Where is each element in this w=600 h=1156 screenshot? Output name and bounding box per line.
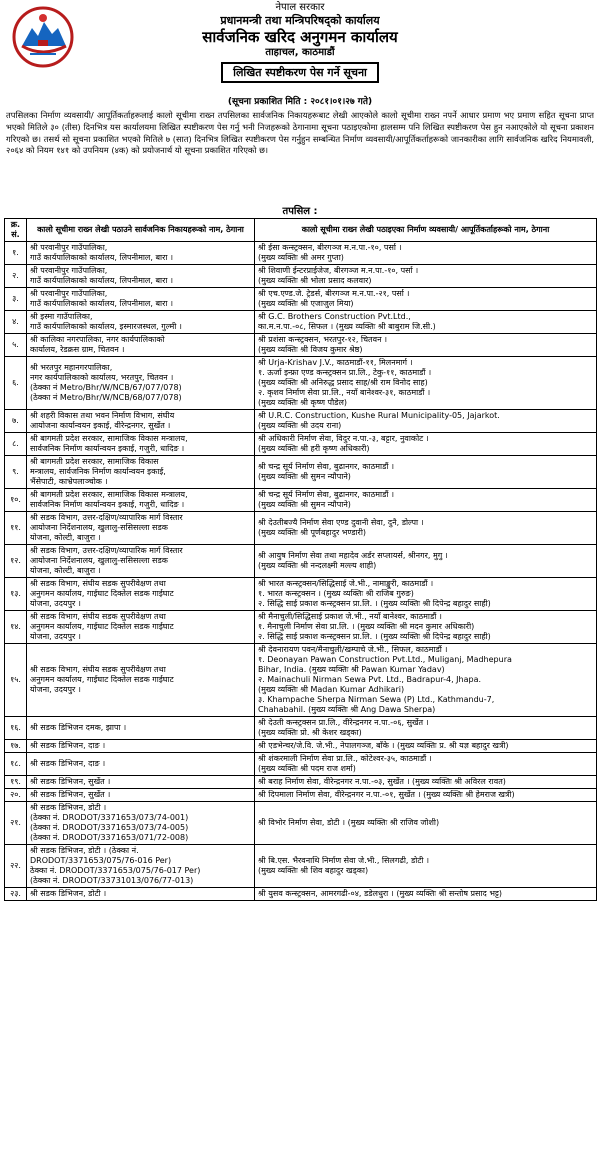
table-row bbox=[5, 740, 597, 753]
row-serial: १३. bbox=[5, 578, 27, 611]
row-entity bbox=[27, 717, 255, 740]
entity-line: गाउँ कार्यपालिकाको कार्यालय, इस्मारजस्थल, गुल्मी । bbox=[30, 322, 182, 331]
row-entity bbox=[27, 753, 255, 776]
table-row bbox=[5, 489, 597, 512]
row-contractor bbox=[255, 242, 597, 265]
entity-line: श्री सडक विभाग, उत्तर-दक्षिण/व्यापारिक मार्ग विस्तार bbox=[30, 513, 183, 522]
row-serial: ९. bbox=[5, 456, 27, 489]
table-row bbox=[5, 644, 597, 717]
row-entity bbox=[27, 845, 255, 888]
row-serial: ४. bbox=[5, 311, 27, 334]
contractor-line: श्री चन्द्र सूर्य निर्माण सेवा, बुढानगर, काठमाडौं । bbox=[258, 490, 395, 499]
row-contractor bbox=[255, 845, 597, 888]
contractor-line: (मुख्य व्यक्तिः श्री नन्दलक्ष्मी मल्ल्य शाही) bbox=[258, 561, 377, 570]
row-serial: १२. bbox=[5, 545, 27, 578]
entity-line: श्री परवानीपुर गाउँपालिका, bbox=[30, 266, 108, 275]
row-serial: ७. bbox=[5, 410, 27, 433]
row-contractor bbox=[255, 334, 597, 357]
table-row bbox=[5, 611, 597, 644]
entity-line: भैंसेपाटी, काभ्रेपलाञ्चोक । bbox=[30, 477, 108, 486]
publication-date: (सूचना प्रकाशित मिति : २०८१।०१।२७ गते) bbox=[227, 97, 373, 107]
entity-line: DRODOT/3371653/075/76-016 Per) bbox=[30, 856, 172, 865]
contractor-line: श्री प्रशंसा कन्स्ट्रक्सन, भरतपुर-१२, चितवन । bbox=[258, 335, 388, 344]
row-entity bbox=[27, 489, 255, 512]
entity-line: योजना, उदयपुर । bbox=[30, 632, 81, 641]
contractor-line: Chahabahil. (मुख्य व्यक्तिः श्री Ang Dawa Sherpa) bbox=[258, 705, 436, 714]
table-row bbox=[5, 242, 597, 265]
row-contractor bbox=[255, 512, 597, 545]
entity-line: श्री बागमती प्रदेश सरकार, सामाजिक विकास मन्त्रालय, bbox=[30, 490, 188, 499]
contractor-line: १. Deonayan Pawan Construction Pvt.Ltd., Muliganj, Madhepura bbox=[258, 655, 512, 664]
entity-line: श्री सडक विभाग, उत्तर-दक्षिण/व्यापारिक मार्ग विस्तार bbox=[30, 546, 183, 555]
row-contractor bbox=[255, 644, 597, 717]
entity-line: श्री सडक डिभिजन दमक, झापा । bbox=[30, 723, 127, 732]
entity-line: श्री सडक डिभिजन, सुर्खेत । bbox=[30, 777, 111, 786]
entity-line: श्री भरतपुर महानगरपालिका, bbox=[30, 363, 113, 372]
entity-line: अनुगमन कार्यालय, गाईघाट दिक्तेल सडक गाईघाट bbox=[30, 622, 174, 631]
row-contractor bbox=[255, 545, 597, 578]
row-contractor bbox=[255, 753, 597, 776]
row-serial: ३. bbox=[5, 288, 27, 311]
contractor-line: (मुख्य व्यक्तिः श्री अमर गुप्ता) bbox=[258, 253, 344, 262]
contractor-line: (मुख्य व्यक्तिः श्री Madan Kumar Adhikari) bbox=[258, 685, 405, 694]
row-entity bbox=[27, 410, 255, 433]
contractor-line: श्री शिवाणी ईन्टरप्राईजेज, बीरगञ्ज म.न.पा.-१०, पर्सा । bbox=[258, 266, 419, 275]
table-row bbox=[5, 311, 597, 334]
row-entity bbox=[27, 611, 255, 644]
table-row bbox=[5, 265, 597, 288]
entity-line: श्री सडक डिभिजन, दाङ । bbox=[30, 759, 106, 768]
row-serial: २३. bbox=[5, 888, 27, 901]
contractor-line: श्री बराह निर्माण सेवा, वीरेन्द्रनगर न.पा.-०३, सुर्खेत । (मुख्य व्यक्तिः श्री अविरल रावत) bbox=[258, 777, 506, 786]
entity-line: (ठेक्का नं. DRODOT/33731013/076/77-013) bbox=[30, 876, 194, 885]
table-row bbox=[5, 888, 597, 901]
row-serial: १०. bbox=[5, 489, 27, 512]
table-row bbox=[5, 717, 597, 740]
contractor-line: (मुख्य व्यक्तिः श्री सुमन न्यौपाने) bbox=[258, 472, 351, 481]
entity-line: श्री कालिका नगरपालिका, नगर कार्यपालिकाको bbox=[30, 335, 165, 344]
row-entity bbox=[27, 776, 255, 789]
row-contractor bbox=[255, 265, 597, 288]
entity-line: श्री सडक विभाग, संघीय सडक सुपरीवेक्षण तथा bbox=[30, 579, 166, 588]
table-row bbox=[5, 776, 597, 789]
row-entity bbox=[27, 357, 255, 410]
entity-line: योजना, उदयपुर । bbox=[30, 599, 81, 608]
contractor-line: श्री अधिकारी निर्माण सेवा, विदुर न.पा.-३, बट्टार, नुवाकोट । bbox=[258, 434, 429, 443]
contractor-line: (मुख्य व्यक्तिः श्री हरी कृष्ण अधिकारी) bbox=[258, 444, 370, 453]
row-serial: २. bbox=[5, 265, 27, 288]
contractor-line: २. सिद्धि साई प्रकाश कन्स्ट्रक्सन प्रा.लि. । (मुख्य व्यक्तिः श्री दिपेन्द्र बहादुर साही) bbox=[258, 599, 491, 608]
entity-line: योजना, उदयपुर । bbox=[30, 685, 81, 694]
blacklist-table bbox=[4, 218, 597, 901]
row-serial: २०. bbox=[5, 789, 27, 802]
contractor-line: श्री Urja-Krishav J.V., काठमाडौं-११, मिलनमार्ग । bbox=[258, 358, 413, 367]
row-entity bbox=[27, 242, 255, 265]
row-contractor bbox=[255, 433, 597, 456]
header-contractor: कालो सूचीमा राख्न लेखी पठाइएका निर्माण व्यवसायी/ आपूर्तिकर्ताहरूको नाम, ठेगाना bbox=[255, 219, 597, 242]
entity-line: श्री शहरी विकास तथा भवन निर्माण विभाग, संघीय bbox=[30, 411, 175, 420]
entity-line: (ठेक्का नं Metro/Bhr/W/NCB/68/077/078) bbox=[30, 393, 182, 402]
row-entity bbox=[27, 265, 255, 288]
row-entity bbox=[27, 456, 255, 489]
table-row bbox=[5, 545, 597, 578]
contractor-line: २. कृशव निर्माण सेवा प्रा.लि., नयाँ बानेश्वर-३१, काठमाडौं । bbox=[258, 388, 431, 397]
contractor-line: श्री बि.एस. भैरवनाथि निर्माण सेवा जे.भी., सिलगढी, डोटी । bbox=[258, 856, 430, 865]
entity-line: अनुगमन कार्यालय, गाईघाट दिक्तेल सडक गाईघाट bbox=[30, 675, 174, 684]
table-row bbox=[5, 288, 597, 311]
row-serial: १९. bbox=[5, 776, 27, 789]
table-row bbox=[5, 578, 597, 611]
header-serial: क्र. सं. bbox=[5, 219, 27, 242]
notice-title: लिखित स्पष्टीकरण पेस गर्ने सूचना bbox=[221, 62, 379, 83]
contractor-line: श्री चन्द्र सूर्य निर्माण सेवा, बुढानगर, काठमाडौं । bbox=[258, 462, 395, 471]
row-contractor bbox=[255, 740, 597, 753]
entity-line: श्री परवानीपुर गाउँपालिका, bbox=[30, 243, 108, 252]
row-contractor bbox=[255, 311, 597, 334]
row-serial: १. bbox=[5, 242, 27, 265]
row-serial: १४. bbox=[5, 611, 27, 644]
table-row bbox=[5, 789, 597, 802]
contractor-line: १. ऊर्जा इन्फ्रा एण्ड कन्स्ट्रक्सन प्रा.लि., टेकु-११, काठमाडौं । bbox=[258, 368, 432, 377]
row-serial: ६. bbox=[5, 357, 27, 410]
contractor-line: श्री देउतीबज्यै निर्माण सेवा एण्ड दुवानी सेवा, दुनै, डोल्पा । bbox=[258, 518, 424, 527]
entity-line: नगर कार्यपालिकाको कार्यालय, भरतपुर, चितवन । bbox=[30, 373, 174, 382]
table-row bbox=[5, 410, 597, 433]
schedule-label: तपसिल : bbox=[282, 206, 318, 217]
contractor-line: (मुख्य व्यक्तिः श्री शिव बहादुर खड्का) bbox=[258, 866, 369, 875]
entity-line: आयोजना निर्देशनालय, खुलालु-ससिसल्ला सडक bbox=[30, 523, 168, 532]
row-entity bbox=[27, 512, 255, 545]
row-contractor bbox=[255, 802, 597, 845]
contractor-line: श्री U.R.C. Construction, Kushe Rural Municipality-05, Jajarkot. bbox=[258, 411, 500, 420]
entity-line: गाउँ कार्यपालिकाको कार्यालय, लिपनीमाल, बारा । bbox=[30, 276, 173, 285]
contractor-line: श्री विभोर निर्माण सेवा, डोटी । (मुख्य व्यक्तिः श्री राजिव जोशी) bbox=[258, 818, 440, 827]
entity-line: श्री परवानीपुर गाउँपालिका, bbox=[30, 289, 108, 298]
notice-header bbox=[4, 2, 596, 94]
page-title: सार्वजनिक खरिद अनुगमन कार्यालय bbox=[202, 28, 398, 46]
row-entity bbox=[27, 433, 255, 456]
entity-line: श्री सडक विभाग, संघीय सडक सुपरीवेक्षण तथा bbox=[30, 665, 166, 674]
contractor-line: २. Mainachuli Nirman Sewa Pvt. Ltd., Badrapur-4, Jhapa. bbox=[258, 675, 482, 684]
entity-line: मन्त्रालय, सार्वजनिक निर्माण कार्यान्वयन इकाई, bbox=[30, 467, 166, 476]
entity-line: श्री सडक डिभिजन, दाङ । bbox=[30, 741, 106, 750]
table-header-row bbox=[5, 219, 597, 242]
header-entity: कालो सूचीमा राख्न लेखी पठाउने सार्वजनिक निकायहरूको नाम, ठेगाना bbox=[27, 219, 255, 242]
entity-line: योजना, कोल्टी, बाजुरा । bbox=[30, 533, 101, 542]
row-serial: २२. bbox=[5, 845, 27, 888]
contractor-line: (मुख्य व्यक्तिः श्री एजाजुल मिया) bbox=[258, 299, 354, 308]
row-entity bbox=[27, 311, 255, 334]
contractor-line: श्री युसव कन्स्ट्रक्सन, आमरगढी-०४, डडेलधुरा । (मुख्य व्यक्तिः श्री सन्तोष प्रसाद भट्ट) bbox=[258, 889, 502, 898]
row-serial: १७. bbox=[5, 740, 27, 753]
contractor-line: श्री एडभेन्चर/जे.वि. जे.भी., नेपालगञ्ज, बाँके । (मुख्य व्यक्तिः प्र. श्री यज्ञ बहादुर खत्री) bbox=[258, 741, 509, 750]
table-row bbox=[5, 357, 597, 410]
table-row bbox=[5, 334, 597, 357]
contractor-line: श्री दिपमाला निर्माण सेवा, वीरेन्द्रनगर न.पा.-०१, सुर्खेत । (मुख्य व्यक्तिः श्री हेमराज खत्री) bbox=[258, 790, 515, 799]
row-serial: १६. bbox=[5, 717, 27, 740]
row-entity bbox=[27, 802, 255, 845]
contractor-line: श्री मैनाचुली/सिद्धिसाई प्रकाश जे.भी., नयाँ बानेश्वर, काठमाडौं । bbox=[258, 612, 442, 621]
entity-line: (ठेक्का नं Metro/Bhr/W/NCB/67/077/078) bbox=[30, 383, 182, 392]
row-entity bbox=[27, 644, 255, 717]
row-serial: ११. bbox=[5, 512, 27, 545]
row-contractor bbox=[255, 611, 597, 644]
row-contractor bbox=[255, 456, 597, 489]
entity-line: सार्वजनिक निर्माण कार्यान्वयन इकाई, गजुरी, धादिङ । bbox=[30, 500, 185, 509]
contractor-line: (मुख्य व्यक्तिः श्री कृष्ण पौडेल) bbox=[258, 398, 347, 407]
table-row bbox=[5, 433, 597, 456]
row-contractor bbox=[255, 357, 597, 410]
row-entity bbox=[27, 789, 255, 802]
entity-line: (ठेक्का नं. DRODOT/3371653/071/72-008) bbox=[30, 833, 189, 842]
contractor-line: श्री एच.एण्ड.जे. ट्रेडर्स, बीरगञ्ज म.न.पा.-२१, पर्सा । bbox=[258, 289, 410, 298]
contractor-line: श्री आयुष निर्माण सेवा तथा महादेव अर्डर सप्लायर्स, श्रीनगर, मुगु । bbox=[258, 551, 448, 560]
table-row bbox=[5, 456, 597, 489]
entity-line: श्री सडक डिभिजन, डोटी । (ठेक्का नं. bbox=[30, 846, 139, 855]
row-contractor bbox=[255, 578, 597, 611]
row-entity bbox=[27, 288, 255, 311]
entity-line: आयोजना कार्यान्वयन इकाई, वीरेन्द्रनगर, सुर्खेत । bbox=[30, 421, 171, 430]
row-serial: ५. bbox=[5, 334, 27, 357]
contractor-line: (मुख्य व्यक्तिः श्री सुमन न्यौपाने) bbox=[258, 500, 351, 509]
entity-line: गाउँ कार्यपालिकाको कार्यालय, लिपनीमाल, बारा । bbox=[30, 253, 173, 262]
table-row bbox=[5, 802, 597, 845]
row-contractor bbox=[255, 888, 597, 901]
contractor-line: श्री शंकरमाली निर्माण सेवा प्रा.लि., कोटेश्वर-३५, काठमाडौं । bbox=[258, 754, 432, 763]
contractor-line: श्री देवनारायण पवन/मैनाचुली/खम्पाचे जे.भी., सिफल, काठमाडौं । bbox=[258, 645, 448, 654]
row-contractor bbox=[255, 717, 597, 740]
row-entity bbox=[27, 888, 255, 901]
gov-name: नेपाल सरकार bbox=[275, 2, 325, 13]
contractor-line: Bihar, India. (मुख्य व्यक्तिः श्री Pawan Kumar Yadav) bbox=[258, 665, 445, 674]
contractor-line: १. भारत कन्स्ट्रक्सन । (मुख्य व्यक्तिः श्री राजिब गुरुङ) bbox=[258, 589, 414, 598]
nepal-emblem-icon bbox=[8, 6, 78, 68]
row-entity bbox=[27, 334, 255, 357]
row-contractor bbox=[255, 489, 597, 512]
entity-line: श्री बागमती प्रदेश सरकार, सामाजिक विकास bbox=[30, 457, 159, 466]
contractor-line: ३. Khampache Sherpa Nirman Sewa (P) Ltd., Kathmandu-7, bbox=[258, 695, 495, 704]
row-serial: २१. bbox=[5, 802, 27, 845]
entity-line: सार्वजनिक निर्माण कार्यान्वयन इकाई, गजुरी, धादिङ । bbox=[30, 444, 185, 453]
intro-paragraph: तपसिलका निर्माण व्यवसायी/ आपूर्तिकर्ताहरूलाई कालो सूचीमा राख्न तपसिलका सार्वजनिक निकायहरूबाट लेखी आएकोले कालो सूचीमा राख्न नपर्ने आधार प्रमाण भए प्रमाण सहित सूचना प्राप्त भएको मितिले ३० (तीस) दिनभित्र यस कार्यालयमा लिखित स्पष्टीकरण पेस गर्नु भनी निजहरूको ठेगानामा सूचना पठाइएकोमा हालसम्म पनि लिखित स्पष्टीकरण पेस हुन नआएकोले यो सूचना प्रकाशन गरिएको छ। तसर्थ सो सूचना प्रकाशित भएको मितिले ७ (सात) दिनभित्र लिखित स्पष्टीकरण पेस गर्नुहुन सम्बन्धित निर्माण व्यवसायी/आपूर्तिकर्ताहरूको जानकारीका लागि सार्वजनिक खरिद नियमावली, २०६४ को नियम १४१ को उपनियम (४क) को प्रयोजनार्थ यो सूचना प्रकाशित गरिएको छ। bbox=[6, 110, 594, 156]
entity-line: गाउँ कार्यपालिकाको कार्यालय, लिपनीमाल, बारा । bbox=[30, 299, 173, 308]
row-entity bbox=[27, 578, 255, 611]
row-serial: ८. bbox=[5, 433, 27, 456]
entity-line: श्री बागमती प्रदेश सरकार, सामाजिक विकास मन्त्रालय, bbox=[30, 434, 188, 443]
contractor-line: (मुख्य व्यक्तिः श्री अनिरुद्ध प्रसाद साह/श्री राम विनोद साह) bbox=[258, 378, 428, 387]
contractor-line: का.म.न.पा.-०८, सिफल । (मुख्य व्यक्तिः श्री बाबुराम जि.सी.) bbox=[258, 322, 436, 331]
entity-line: श्री इस्मा गाउँपालिका, bbox=[30, 312, 93, 321]
contractor-line: (मुख्य व्यक्तिः श्री पदम राज शर्मा) bbox=[258, 764, 356, 773]
row-contractor bbox=[255, 410, 597, 433]
office-name: प्रधानमन्त्री तथा मन्त्रिपरिषद्को कार्यालय bbox=[220, 14, 380, 27]
office-address: ताहाचल, काठमाडौं bbox=[265, 47, 335, 58]
contractor-line: (मुख्य व्यक्तिः प्रो. श्री केशर खड्का) bbox=[258, 728, 362, 737]
row-serial: १५. bbox=[5, 644, 27, 717]
entity-line: श्री सडक विभाग, संघीय सडक सुपरीवेक्षण तथा bbox=[30, 612, 166, 621]
table-row bbox=[5, 845, 597, 888]
row-entity bbox=[27, 740, 255, 753]
contractor-line: (मुख्य व्यक्तिः श्री भोला प्रसाद कलवार) bbox=[258, 276, 372, 285]
entity-line: (ठेक्का नं. DRODOT/3371653/073/74-001) bbox=[30, 813, 189, 822]
entity-line: श्री सडक डिभिजन, डोटी । bbox=[30, 803, 107, 812]
entity-line: (ठेक्का नं. DRODOT/3371653/073/74-005) bbox=[30, 823, 189, 832]
contractor-line: (मुख्य व्यक्तिः श्री पूर्णबहादुर भण्डारी) bbox=[258, 528, 367, 537]
row-contractor bbox=[255, 789, 597, 802]
row-entity bbox=[27, 545, 255, 578]
contractor-line: श्री G.C. Brothers Construction Pvt.Ltd., bbox=[258, 312, 411, 321]
contractor-line: श्री देउती कन्स्ट्रक्सन प्रा.लि., वीरेन्द्रनगर न.पा.-०६, सुर्खेत । bbox=[258, 718, 429, 727]
entity-line: आयोजना निर्देशनालय, खुलालु-ससिसल्ला सडक bbox=[30, 556, 168, 565]
row-contractor bbox=[255, 776, 597, 789]
row-serial: १८. bbox=[5, 753, 27, 776]
entity-line: श्री सडक डिभिजन, डोटी । bbox=[30, 889, 107, 898]
contractor-line: (मुख्य व्यक्तिः श्री विजय कुमार श्रेष्ठ) bbox=[258, 345, 363, 354]
contractor-line: १. मैनाचुली निर्माण सेवा प्रा.लि. । (मुख्य व्यक्तिः श्री मदन कुमार अधिकारी) bbox=[258, 622, 475, 631]
row-contractor bbox=[255, 288, 597, 311]
table-row bbox=[5, 512, 597, 545]
entity-line: योजना, कोल्टी, बाजुरा । bbox=[30, 566, 101, 575]
entity-line: कार्यालय, रेडक्रस ग्राम, चितवन । bbox=[30, 345, 125, 354]
contractor-line: श्री भारत कन्स्ट्रक्सन/सिद्धिसाई जे.भी., नामाङ्खुरी, काठमाडौं । bbox=[258, 579, 434, 588]
table-row bbox=[5, 753, 597, 776]
entity-line: ठेक्का नं. DRODOT/3371653/075/76-017 Per) bbox=[30, 866, 201, 875]
contractor-line: (मुख्य व्यक्तिः श्री उदय राना) bbox=[258, 421, 342, 430]
entity-line: श्री सडक डिभिजन, सुर्खेत । bbox=[30, 790, 111, 799]
contractor-line: श्री ईसा कन्स्ट्रक्सन, बीरगञ्ज म.न.पा.-१०, पर्सा । bbox=[258, 243, 402, 252]
contractor-line: २. सिद्धि साई प्रकाश कन्स्ट्रक्सन प्रा.लि. । (मुख्य व्यक्तिः श्री दिपेन्द्र बहादुर साही) bbox=[258, 632, 491, 641]
entity-line: अनुगमन कार्यालय, गाईघाट दिक्तेल सडक गाईघाट bbox=[30, 589, 174, 598]
